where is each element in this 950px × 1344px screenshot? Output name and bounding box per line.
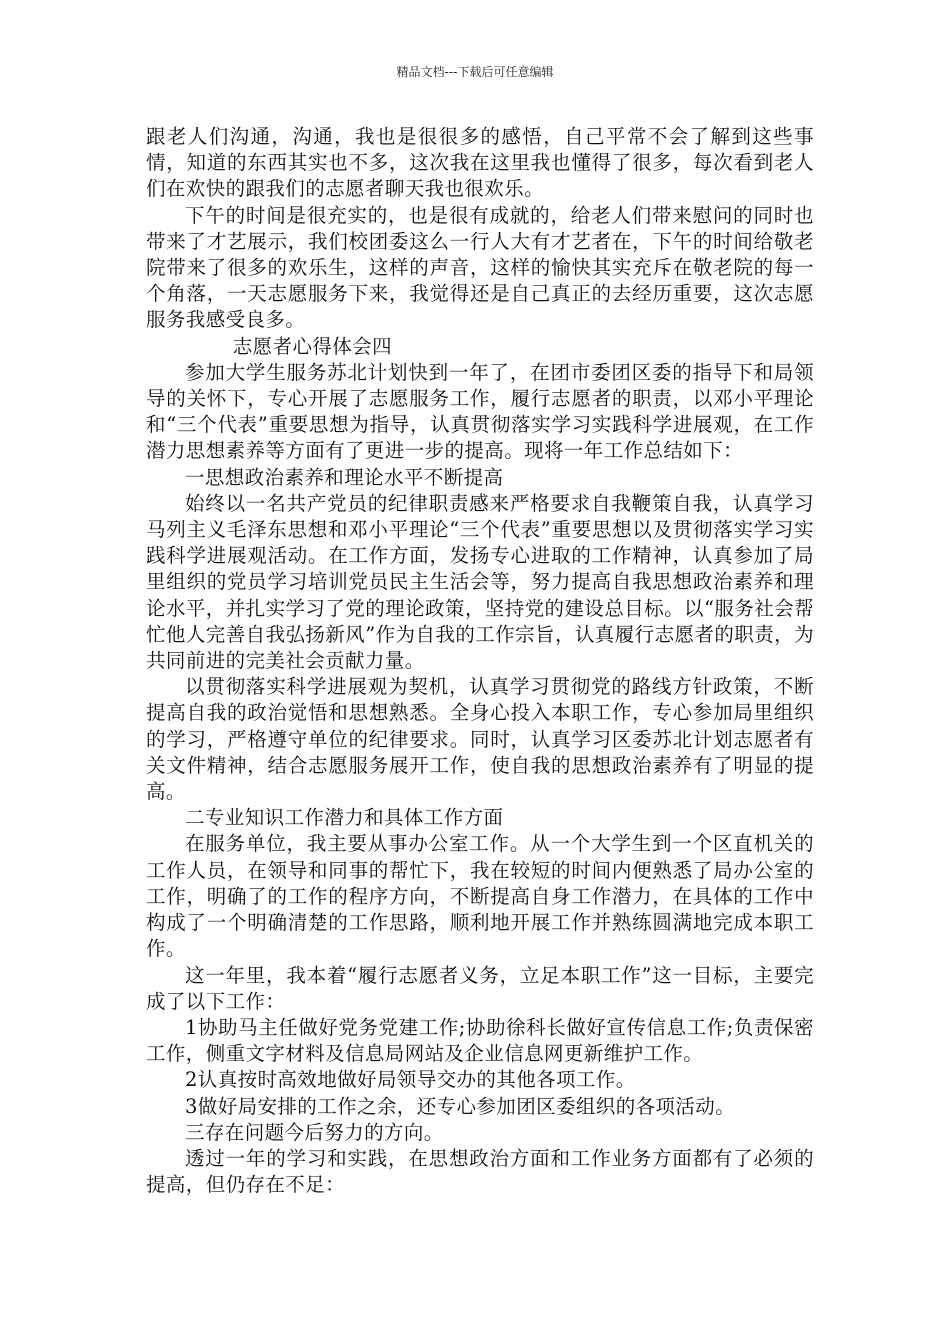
subheading-3: 三存在问题今后努力的方向。 xyxy=(185,1120,444,1144)
section-title: 志愿者心得体会四 xyxy=(232,334,392,358)
subheading-2: 二专业知识工作潜力和具体工作方面 xyxy=(185,806,504,830)
paragraph-8: 透过一年的学习和实践，在思想政治方面和工作业务方面都有了必须的提高，但仍存在不足： xyxy=(146,1146,814,1197)
paragraph-7: 这一年里，我本着“履行志愿者义务，立足本职工作”这一目标，主要完成了以下工作： xyxy=(146,963,814,1013)
list-item-1: 1协助马主任做好党务党建工作;协助徐科长做好宣传信息工作;负责保密工作，侧重文字材料及信息局网站及企业信息网更新维护工作。 xyxy=(146,1015,814,1066)
list-item-3: 3做好局安排的工作之余，还专心参加团区委组织的各项活动。 xyxy=(185,1094,736,1118)
subheading-1: 一思想政治素养和理论水平不断提高 xyxy=(185,465,504,489)
paragraph-6: 在服务单位，我主要从事办公室工作。从一个大学生到一个区直机关的工作人员，在领导和同事的帮忙下，我在较短的时间内便熟悉了局办公室的工作，明确了的工作的程序方向，不断提高自身工作潜力，在具体的工作中构成了一个明确清楚的工作思路，顺利地开展工作并熟练圆满地完成本职工作。 xyxy=(146,832,814,961)
paragraph-4: 始终以一名共产党员的纪律职责感来严格要求自我鞭策自我，认真学习马列主义毛泽东思想和邓小平理论“三个代表”重要思想以及贯彻落实学习实践科学进展观活动。在工作方面，发扬专心进取的工作精神，认真参加了局里组织的党员学习培训党员民主生活会等，努力提高自我思想政治素养和理论水平，并扎实学习了党的理论政策，坚持党的建设总目标。以“服务社会帮忙他人完善自我弘扬新风”作为自我的工作宗旨，认真履行志愿者的职责，为共同前进的完美社会贡献力量。 xyxy=(146,491,814,673)
page-header: 精品文档---下载后可任意编辑 xyxy=(396,65,554,79)
paragraph-3: 参加大学生服务苏北计划快到一年了，在团市委团区委的指导下和局领导的关怀下，专心开展了志愿服务工作，履行志愿者的职责，以邓小平理论和“三个代表”重要思想为指导，认真贯彻落实学习实践科学进展观，在工作潜力思想素养等方面有了更进一步的提高。现将一年工作总结如下： xyxy=(146,360,814,463)
paragraph-5: 以贯彻落实科学进展观为契机，认真学习贯彻党的路线方针政策，不断提高自我的政治觉悟和思想熟悉。全身心投入本职工作，专心参加局里组织的学习，严格遵守单位的纪律要求。同时，认真学习区委苏北计划志愿者有关文件精神，结合志愿服务展开工作，使自我的思想政治素养有了明显的提高。 xyxy=(146,675,814,804)
document-body xyxy=(146,124,814,1198)
paragraph-2: 下午的时间是很充实的，也是很有成就的，给老人们带来慰问的同时也带来了才艺展示，我们校团委这么一行人大有才艺者在，下午的时间给敬老院带来了很多的欢乐生，这样的声音，这样的愉快其实充斥在敬老院的每一个角落，一天志愿服务下来，我觉得还是自己真正的去经历重要，这次志愿服务我感受良多。 xyxy=(146,203,814,332)
list-item-2: 2认真按时高效地做好局领导交办的其他各项工作。 xyxy=(185,1068,636,1092)
paragraph-1: 跟老人们沟通，沟通，我也是很很多的感悟，自己平常不会了解到这些事情，知道的东西其实也不多，这次我在这里我也懂得了很多，每次看到老人们在欢快的跟我们的志愿者聊天我也很欢乐。 xyxy=(146,125,814,201)
